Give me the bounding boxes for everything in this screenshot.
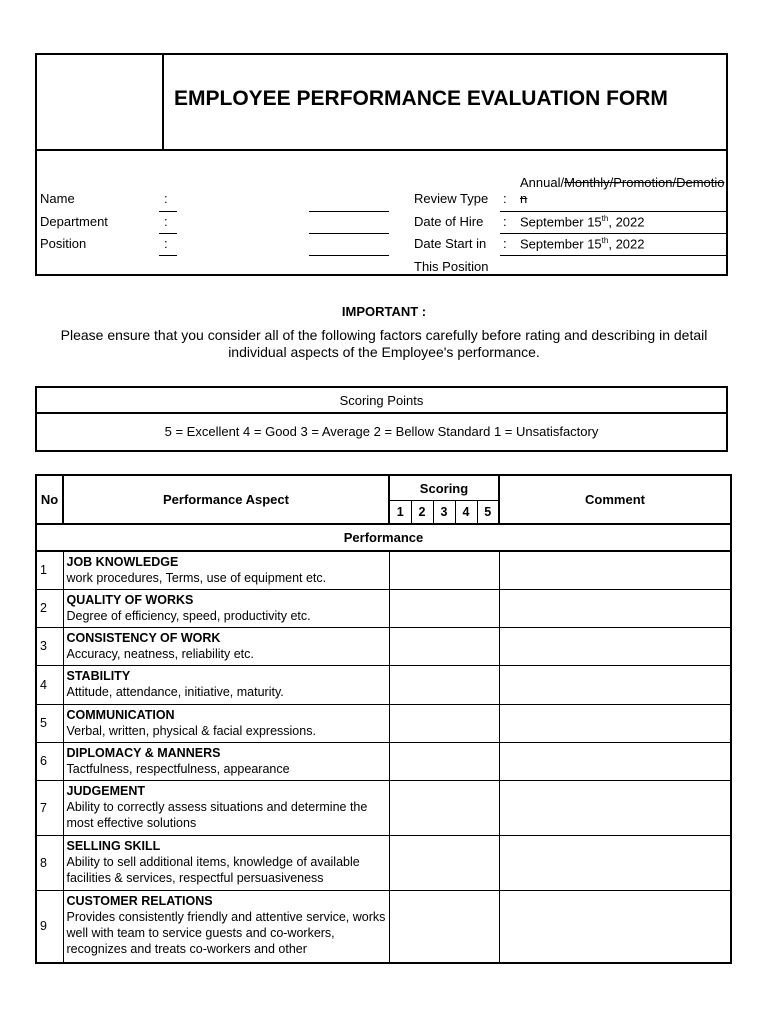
scoring-points-box (35, 386, 728, 452)
score-cell[interactable] (389, 589, 499, 627)
date-start-label: Date Start in (414, 236, 487, 251)
comment-cell[interactable] (499, 589, 731, 627)
score-header-5: 5 (477, 501, 499, 525)
table-row (36, 835, 731, 890)
row-number: 8 (36, 835, 63, 890)
comment-cell[interactable] (499, 551, 731, 589)
name-colon-underline (159, 211, 177, 212)
score-header-2: 2 (411, 501, 433, 525)
logo-placeholder (37, 55, 164, 150)
table-row (36, 627, 731, 665)
scoring-points-heading: Scoring Points (37, 388, 726, 414)
name-label: Name (40, 191, 75, 206)
table-row (36, 704, 731, 742)
score-cell[interactable] (389, 704, 499, 742)
scoring-points-legend: 5 = Excellent 4 = Good 3 = Average 2 = Bellow Standard 1 = Unsatisfactory (164, 424, 599, 439)
table-row (36, 665, 731, 704)
score-cell[interactable] (389, 627, 499, 665)
date-of-hire-label: Date of Hire (414, 214, 484, 229)
comment-cell[interactable] (499, 835, 731, 890)
position-field[interactable] (309, 255, 389, 256)
row-number: 7 (36, 780, 63, 835)
score-cell[interactable] (389, 551, 499, 589)
date-start-label-line2: This Position (414, 259, 489, 274)
col-header-no: No (36, 475, 63, 524)
row-number: 9 (36, 890, 63, 963)
evaluation-table (35, 474, 732, 964)
aspect-description: Tactfulness, respectfulness, appearance (66, 761, 290, 776)
name-field[interactable] (309, 211, 389, 212)
department-colon-underline (159, 233, 177, 234)
aspect-name: QUALITY OF WORKS (66, 592, 194, 607)
row-number: 5 (36, 704, 63, 742)
aspect-cell (63, 589, 389, 627)
section-performance: Performance (36, 524, 731, 551)
aspect-cell (63, 780, 389, 835)
date-of-hire-colon: : (503, 214, 507, 229)
aspect-description: Ability to sell additional items, knowledge of available facilities & services, respectful persuasiveness (66, 854, 360, 885)
row-number: 1 (36, 551, 63, 589)
score-cell[interactable] (389, 780, 499, 835)
col-header-aspect: Performance Aspect (63, 475, 389, 524)
review-type-colon: : (503, 191, 507, 206)
aspect-cell (63, 742, 389, 780)
important-heading: IMPORTANT : (341, 304, 427, 319)
aspect-cell (63, 551, 389, 589)
important-text: Please ensure that you consider all of the following factors carefully before rating and describing in detail individual aspects of the Employee's performance. (60, 327, 708, 360)
aspect-cell (63, 704, 389, 742)
comment-cell[interactable] (499, 780, 731, 835)
table-row (36, 589, 731, 627)
position-colon-underline (159, 255, 177, 256)
score-header-3: 3 (433, 501, 455, 525)
date-start-value[interactable]: September 15th, 2022 (520, 236, 645, 252)
comment-cell[interactable] (499, 704, 731, 742)
position-colon: : (164, 236, 168, 251)
row-number: 2 (36, 589, 63, 627)
table-row (36, 742, 731, 780)
aspect-description: Provides consistently friendly and attentive service, works well with team to service guests and co-workers, recognizes and treats co-workers and other (66, 909, 386, 956)
header-divider (37, 149, 726, 151)
review-type-underline (500, 211, 728, 212)
score-header-1: 1 (389, 501, 411, 525)
col-header-comment: Comment (499, 475, 731, 524)
row-number: 4 (36, 665, 63, 704)
comment-cell[interactable] (499, 627, 731, 665)
score-cell[interactable] (389, 835, 499, 890)
table-row (36, 890, 731, 963)
department-label: Department (40, 214, 108, 229)
aspect-description: Degree of efficiency, speed, productivity etc. (66, 608, 311, 623)
aspect-name: SELLING SKILL (66, 838, 161, 853)
date-of-hire-underline (500, 233, 728, 234)
review-type-value[interactable]: Annual/Monthly/Promotion/Demotio (520, 175, 725, 190)
aspect-cell (63, 665, 389, 704)
aspect-description: Verbal, written, physical & facial expressions. (66, 723, 316, 738)
date-of-hire-value[interactable]: September 15th, 2022 (520, 214, 645, 230)
aspect-name: CUSTOMER RELATIONS (66, 893, 213, 908)
aspect-cell (63, 890, 389, 963)
form-title: EMPLOYEE PERFORMANCE EVALUATION FORM (174, 87, 668, 110)
review-type-value-wrap: n (520, 191, 528, 206)
col-header-scoring: Scoring (389, 475, 499, 501)
department-field[interactable] (309, 233, 389, 234)
department-colon: : (164, 214, 168, 229)
row-number: 3 (36, 627, 63, 665)
date-start-colon: : (503, 236, 507, 251)
aspect-cell (63, 627, 389, 665)
aspect-description: Attitude, attendance, initiative, maturity. (66, 684, 284, 699)
comment-cell[interactable] (499, 665, 731, 704)
score-header-4: 4 (455, 501, 477, 525)
aspect-name: COMMUNICATION (66, 707, 175, 722)
comment-cell[interactable] (499, 890, 731, 963)
aspect-name: JOB KNOWLEDGE (66, 555, 179, 569)
aspect-description: Accuracy, neatness, reliability etc. (66, 646, 254, 661)
name-colon: : (164, 191, 168, 206)
aspect-cell (63, 835, 389, 890)
score-cell[interactable] (389, 890, 499, 963)
score-cell[interactable] (389, 665, 499, 704)
aspect-name: DIPLOMACY & MANNERS (66, 745, 221, 760)
date-start-underline (500, 255, 728, 256)
form-header (35, 53, 728, 276)
table-row (36, 551, 731, 589)
aspect-name: STABILITY (66, 668, 131, 683)
score-cell[interactable] (389, 742, 499, 780)
position-label: Position (40, 236, 87, 251)
comment-cell[interactable] (499, 742, 731, 780)
aspect-description: Ability to correctly assess situations and determine the most effective solutions (66, 799, 368, 830)
row-number: 6 (36, 742, 63, 780)
review-type-label: Review Type (414, 191, 489, 206)
table-row (36, 780, 731, 835)
aspect-name: CONSISTENCY OF WORK (66, 630, 221, 645)
aspect-description: work procedures, Terms, use of equipment etc. (66, 571, 327, 585)
aspect-name: JUDGEMENT (66, 783, 145, 798)
